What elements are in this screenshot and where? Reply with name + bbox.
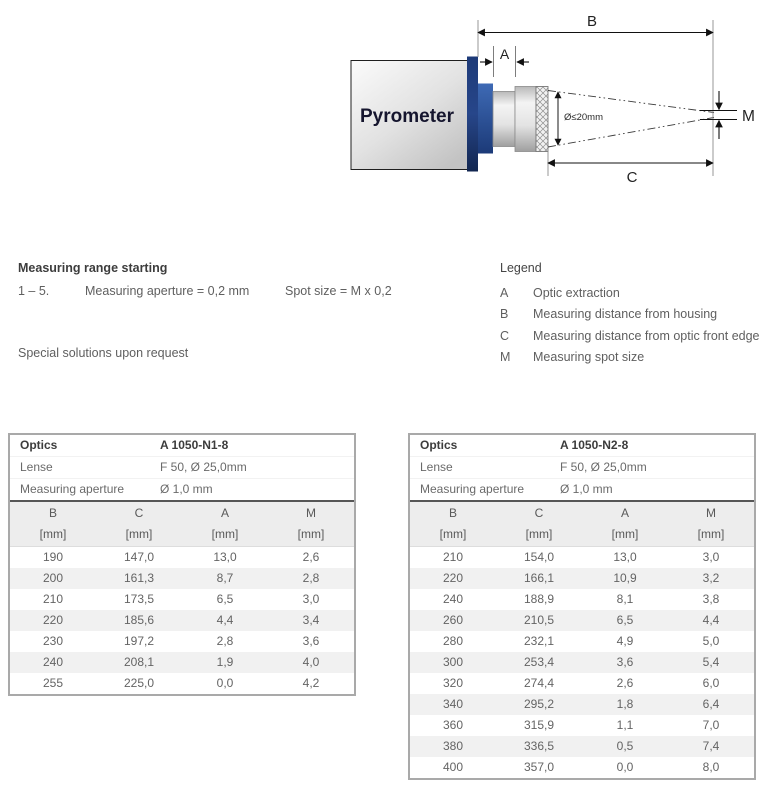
dim-m-label: M <box>742 108 755 125</box>
table-row <box>10 652 354 673</box>
col-c: C <box>134 506 144 520</box>
cell-m: 5,4 <box>702 655 720 669</box>
optics-table-n2 <box>408 433 756 780</box>
cell-m: 3,0 <box>702 550 720 564</box>
col-a: A <box>220 506 229 520</box>
cell-a: 8,1 <box>616 592 634 606</box>
range-label: 1 – 5. <box>18 284 50 298</box>
cell-c: 225,0 <box>123 676 155 690</box>
spec-row <box>410 479 754 500</box>
cell-a: 13,0 <box>613 550 637 564</box>
cell-a: 13,0 <box>213 550 237 564</box>
cell-b: 380 <box>442 739 464 753</box>
legend-item <box>500 347 760 368</box>
col-b: B <box>48 506 57 520</box>
cell-m: 6,4 <box>702 697 720 711</box>
cell-a: 3,6 <box>616 655 634 669</box>
table-row <box>10 547 354 568</box>
cell-c: 185,6 <box>123 613 155 627</box>
cell-a: 6,5 <box>616 613 634 627</box>
spec-label: Measuring aperture <box>20 482 125 496</box>
cell-b: 190 <box>42 550 64 564</box>
unit-a: [mm] <box>611 527 639 541</box>
unit-m: [mm] <box>297 527 325 541</box>
legend-desc: Optic extraction <box>533 286 620 300</box>
cell-b: 320 <box>442 676 464 690</box>
cell-c: 166,1 <box>523 571 555 585</box>
spec-value: F 50, Ø 25,0mm <box>560 460 647 474</box>
cell-c: 161,3 <box>123 571 155 585</box>
table-row <box>410 610 754 631</box>
cell-b: 255 <box>42 676 64 690</box>
legend-key: A <box>500 286 509 300</box>
col-b: B <box>448 506 457 520</box>
col-a: A <box>620 506 629 520</box>
table-row <box>10 610 354 631</box>
spec-value: F 50, Ø 25,0mm <box>160 460 247 474</box>
spec-row <box>410 457 754 479</box>
cell-m: 2,6 <box>302 550 320 564</box>
cell-b: 340 <box>442 697 464 711</box>
cell-b: 230 <box>42 634 64 648</box>
table-row <box>10 631 354 652</box>
col-c: C <box>534 506 544 520</box>
legend-desc: Measuring spot size <box>533 349 645 364</box>
col-m: M <box>706 506 716 520</box>
spec-label: Lense <box>420 460 453 474</box>
cell-m: 5,0 <box>702 634 720 648</box>
lens-knurl-ring <box>536 87 548 152</box>
spec-label: Lense <box>20 460 53 474</box>
special-solutions-note: Special solutions upon request <box>18 346 189 360</box>
legend-key: B <box>500 307 509 322</box>
cell-m: 4,0 <box>302 655 320 669</box>
cell-a: 1,8 <box>616 697 634 711</box>
spec-row <box>410 435 754 457</box>
cell-m: 8,0 <box>702 760 720 774</box>
legend-key: M <box>500 349 511 364</box>
unit-c: [mm] <box>525 527 553 541</box>
cell-b: 220 <box>42 613 64 627</box>
unit-c: [mm] <box>125 527 153 541</box>
cell-c: 154,0 <box>523 550 555 564</box>
lens-diameter-label: Ø≤20mm <box>564 112 603 123</box>
cell-b: 210 <box>442 550 464 564</box>
cell-b: 210 <box>42 592 64 606</box>
unit-b: [mm] <box>439 527 467 541</box>
spec-value: Ø 1,0 mm <box>160 482 213 496</box>
table-row <box>410 694 754 715</box>
cell-b: 220 <box>442 571 464 585</box>
table-row <box>10 589 354 610</box>
cell-c: 357,0 <box>523 760 555 774</box>
legend-desc: Measuring distance from housing <box>533 307 718 322</box>
legend-item <box>500 326 760 347</box>
cell-a: 2,8 <box>216 634 234 648</box>
legend-item <box>500 283 760 304</box>
table-row <box>410 736 754 757</box>
cell-a: 1,9 <box>216 655 234 669</box>
unit-b: [mm] <box>39 527 67 541</box>
table-row <box>10 673 354 694</box>
table-body-n2 <box>410 547 754 778</box>
spec-value: A 1050-N2-8 <box>560 438 629 452</box>
flange-navy <box>467 57 478 172</box>
spec-value: A 1050-N1-8 <box>160 438 229 452</box>
spec-label: Measuring aperture <box>420 482 525 496</box>
cell-c: 336,5 <box>523 739 555 753</box>
lens-tube <box>493 92 515 147</box>
table-head-n1 <box>10 435 354 502</box>
cell-c: 274,4 <box>523 676 555 690</box>
table-row <box>410 715 754 736</box>
table-row <box>410 568 754 589</box>
cell-m: 3,0 <box>302 592 320 606</box>
cell-m: 3,6 <box>302 634 320 648</box>
cell-c: 173,5 <box>123 592 155 606</box>
cell-a: 4,9 <box>616 634 634 648</box>
spec-row <box>10 435 354 457</box>
table-row <box>10 568 354 589</box>
cell-c: 295,2 <box>523 697 555 711</box>
cell-a: 0,5 <box>616 739 634 753</box>
cell-m: 4,4 <box>702 613 720 627</box>
cell-a: 0,0 <box>616 760 634 774</box>
table-body-n1 <box>10 547 354 694</box>
aperture-note: Measuring aperture = 0,2 mm <box>85 284 250 298</box>
table-row <box>410 673 754 694</box>
cell-c: 188,9 <box>523 592 555 606</box>
cell-c: 197,2 <box>123 634 155 648</box>
unit-m: [mm] <box>697 527 725 541</box>
col-m: M <box>306 506 316 520</box>
cell-c: 315,9 <box>523 718 555 732</box>
flange-blue <box>478 84 493 154</box>
legend-key: C <box>500 328 510 343</box>
lens-barrel <box>515 87 536 152</box>
legend <box>500 261 760 368</box>
dim-c-label: C <box>626 169 638 186</box>
column-header-n2 <box>410 502 754 547</box>
cell-c: 147,0 <box>123 550 155 564</box>
spec-label: Optics <box>20 438 58 452</box>
cell-b: 400 <box>442 760 464 774</box>
pyrometer-label: Pyrometer <box>360 106 454 127</box>
cell-b: 280 <box>442 634 464 648</box>
aperture-note-line <box>18 284 488 300</box>
cell-m: 3,2 <box>702 571 720 585</box>
spec-value: Ø 1,0 mm <box>560 482 613 496</box>
table-row <box>410 589 754 610</box>
cell-b: 360 <box>442 718 464 732</box>
cell-a: 2,6 <box>616 676 634 690</box>
cell-c: 208,1 <box>123 655 155 669</box>
cell-a: 8,7 <box>216 571 234 585</box>
table-row <box>410 757 754 778</box>
cell-c: 253,4 <box>523 655 555 669</box>
cone-upper-line <box>548 91 714 113</box>
cell-b: 240 <box>42 655 64 669</box>
cell-m: 3,4 <box>302 613 320 627</box>
pyrometer-diagram <box>0 0 766 230</box>
spec-row <box>10 479 354 500</box>
cell-b: 240 <box>442 592 464 606</box>
measuring-range-notes <box>18 261 488 360</box>
unit-a: [mm] <box>211 527 239 541</box>
cell-a: 4,4 <box>216 613 234 627</box>
table-row <box>410 631 754 652</box>
cell-m: 2,8 <box>302 571 320 585</box>
cell-m: 3,8 <box>702 592 720 606</box>
cell-m: 4,2 <box>302 676 320 690</box>
dim-b-label: B <box>586 13 598 30</box>
cell-b: 260 <box>442 613 464 627</box>
cell-c: 210,5 <box>523 613 555 627</box>
dim-a-label: A <box>499 46 510 62</box>
cell-c: 232,1 <box>523 634 555 648</box>
spec-row <box>10 457 354 479</box>
legend-desc: Measuring distance from optic front edge <box>533 328 760 343</box>
optics-table-n1 <box>8 433 356 696</box>
table-row <box>410 547 754 568</box>
cell-a: 1,1 <box>616 718 634 732</box>
cell-a: 6,5 <box>216 592 234 606</box>
cell-m: 6,0 <box>702 676 720 690</box>
legend-item <box>500 304 760 325</box>
column-header-n1 <box>10 502 354 547</box>
spot-size-note: Spot size = M x 0,2 <box>285 284 392 298</box>
cell-b: 200 <box>42 571 64 585</box>
table-row <box>410 652 754 673</box>
cell-b: 300 <box>442 655 464 669</box>
notes-heading: Measuring range starting <box>18 261 168 275</box>
cell-a: 10,9 <box>613 571 637 585</box>
cell-a: 0,0 <box>216 676 234 690</box>
legend-heading: Legend <box>500 261 542 275</box>
table-head-n2 <box>410 435 754 502</box>
cell-m: 7,0 <box>702 718 720 732</box>
spec-label: Optics <box>420 438 458 452</box>
cell-m: 7,4 <box>702 739 720 753</box>
